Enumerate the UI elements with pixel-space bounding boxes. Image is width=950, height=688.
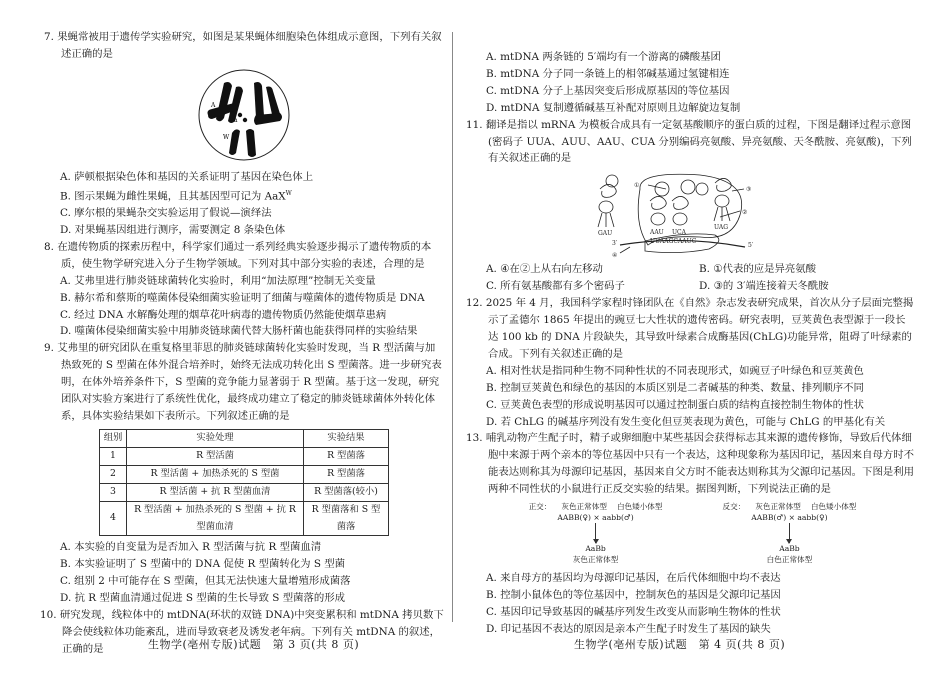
parent-1: 灰色正常体型 xyxy=(561,502,607,512)
cross-header xyxy=(718,501,862,512)
offspring-phenotype: 白色正常体型 xyxy=(766,555,813,565)
option-b-text: B. 图示果蝇为雌性果蝇，且其基因型可记为 AaX xyxy=(60,190,286,203)
question-13 xyxy=(466,430,915,637)
option-d[interactable]: D. 印记基因不表达的原因是亲本产生配子时发生了基因的缺失 xyxy=(486,622,771,635)
trna-anticodon-mid2: UCA xyxy=(672,229,686,237)
cell: R 型菌落(较小) xyxy=(304,483,389,501)
translation-figure xyxy=(570,169,770,261)
label-1: ① xyxy=(634,182,640,190)
question-10-options xyxy=(470,49,915,117)
option-b[interactable] xyxy=(44,186,444,205)
cell: R 型菌落 xyxy=(304,465,389,483)
parent-2: 白色矮小体型 xyxy=(616,502,663,512)
cross-label: 反交： xyxy=(722,502,746,512)
label-2: ② xyxy=(742,209,748,217)
gene-label-W: W xyxy=(223,133,230,141)
option-c[interactable]: C. 经过 DNA 水解酶处理的烟草花叶病毒的遗传物质仍然能使烟草患病 xyxy=(60,308,387,321)
header-treatment: 实验处理 xyxy=(127,429,304,447)
table-row xyxy=(100,447,389,465)
option-a[interactable]: A. mtDNA 两条链的 5′端均有一个游离的磷酸基团 xyxy=(486,51,721,63)
cell: R 型菌落和 S 型菌落 xyxy=(304,501,389,536)
question-stem: 7. 果蝇常被用于遗传学实验研究，如图是某果蝇体细胞染色体组成示意图，下列有关叙述正确的是 xyxy=(44,31,442,60)
offspring-genotype: AaBb xyxy=(779,544,800,554)
trna-anticodon-left: GAU xyxy=(598,230,613,238)
cell: R 型活菌 + 抗 R 型菌血清 xyxy=(127,483,304,501)
option-b[interactable]: B. 本实验证明了 S 型菌中的 DNA 促使 R 型菌转化为 S 型菌 xyxy=(60,558,346,571)
option-c[interactable]: C. 所有氨基酸都有多个密码子 xyxy=(486,280,625,293)
parent-genotypes: AABB(♀) × aabb(♂) xyxy=(557,513,634,523)
cell: R 型活菌 + 加热杀死的 S 型菌 xyxy=(127,465,304,483)
question-8 xyxy=(44,239,444,340)
page-footer-right: 生物学(亳州专版)试题 第 4 页(共 8 页) xyxy=(574,638,786,651)
header-group: 组别 xyxy=(100,429,127,447)
cross-label: 正交： xyxy=(528,502,552,512)
offspring-genotype: AaBb xyxy=(585,544,606,554)
question-12 xyxy=(466,295,915,430)
table-row xyxy=(100,465,389,483)
right-column xyxy=(466,49,915,638)
mrna-5-end: 5′ xyxy=(748,242,754,250)
column-divider xyxy=(452,32,453,622)
parent-genotypes: AABB(♂) × aabb(♀) xyxy=(751,513,828,523)
cell: 2 xyxy=(100,465,127,483)
arrow-down-icon xyxy=(789,523,790,543)
option-a[interactable]: A. 艾弗里进行肺炎链球菌转化实验时，利用“加法原理”控制无关变量 xyxy=(60,274,376,287)
cell: R 型菌落 xyxy=(304,447,389,465)
mrna-sequence: UUAAGCAAUC xyxy=(650,238,697,246)
question-stem: 10. 研究发现，线粒体中的 mtDNA(环状的双链 DNA)中突变累积和 mtDNA 拷贝数下降会使线粒体功能紊乱，进而导致衰老及诱发老年病。下列有关 mtDNA 的叙述，正确的是 xyxy=(40,609,444,655)
page-footer-left: 生物学(亳州专版)试题 第 3 页(共 8 页) xyxy=(148,638,360,651)
label-4: ④ xyxy=(612,252,618,260)
cell: R 型活菌 + 加热杀死的 S 型菌 + 抗 R 型菌血清 xyxy=(127,501,304,536)
arrow-down-icon xyxy=(595,523,596,543)
parent-2: 白色矮小体型 xyxy=(810,502,857,512)
question-9 xyxy=(44,340,444,607)
cell: 3 xyxy=(100,483,127,501)
option-b[interactable]: B. 控制小鼠体色的等位基因中，控制灰色的基因是父源印记基因 xyxy=(486,588,781,601)
option-c[interactable]: C. mtDNA 分子上基因突变后形成原基因的等位基因 xyxy=(486,84,730,97)
option-a[interactable]: A. 来自母方的基因均为母源印记基因，在后代体细胞中均不表达 xyxy=(486,572,781,585)
options-row xyxy=(470,261,915,278)
question-stem: 13. 哺乳动物产生配子时，精子或卵细胞中某些基因会获得标志其来源的遗传修饰，导致后代体细胞中来源于两个亲本的等位基因中只有一个表达，这种现象称为基因印记，基因来自母方时不能表达则称其为母源印记基因，基因来自父方时不能表达则称其为父源印记基因。下图是利用两种不同性状的小鼠进行正反交实验的结果。据图判断，下列说法正确的是 xyxy=(466,432,915,496)
question-stem: 12. 2025 年 4 月，我国科学家程时锋团队在《自然》杂志发表研究成果，首次从分子层面完整揭示了孟德尔 1865 年提出的豌豆七大性状的遗传密码。研究表明，豆荚黄色表型源于一段长达 100 kb 的 DNA 片段缺失，其导致叶绿素合成酶基因(ChLG)功能异常，阻碍了叶绿素的合成。下列有关叙述正确的是 xyxy=(466,297,914,360)
question-stem: 9. 艾弗里的研究团队在重复格里菲思的肺炎链球菌转化实验时发现，当 R 型活菌与加热致死的 S 型菌在体外混合培养时，始终无法成功转化出 S 型菌落。进一步研究表明，在体外培养条件下，S 型菌的竞争能力显著弱于 R 型菌。基于这一发现，研究团队对实验方案进行了系统性优化，最终成功建立了稳定的肺炎链球菌体外转化体系，具体实验结果如下表所示。下列叙述正确的是 xyxy=(44,342,442,422)
left-column xyxy=(40,29,444,658)
gene-label-a: a xyxy=(234,116,238,124)
question-11 xyxy=(466,117,915,296)
cross-diagram xyxy=(470,501,915,565)
table-header-row xyxy=(100,429,389,447)
cross-header xyxy=(524,501,668,512)
offspring-phenotype: 灰色正常体型 xyxy=(572,555,619,565)
gene-label-A: A xyxy=(211,101,216,109)
option-a[interactable]: A. ④在②上从右向左移动 xyxy=(486,263,603,276)
question-7 xyxy=(44,29,444,239)
option-b[interactable]: B. ①代表的应是异亮氨酸 xyxy=(699,263,817,276)
option-b[interactable]: B. 控制豆荚黄色和绿色的基因的本质区别是二者碱基的种类、数量、排列顺序不同 xyxy=(486,381,864,394)
option-d[interactable]: D. 噬菌体侵染细菌实验中用肺炎链球菌代替大肠杆菌也能获得同样的实验结果 xyxy=(60,325,418,338)
label-3: ③ xyxy=(746,186,752,194)
table-row xyxy=(100,501,389,536)
table-row xyxy=(100,483,389,501)
reciprocal-cross-forward xyxy=(524,501,668,565)
option-d[interactable]: D. 对果蝇基因组进行测序，需要测定 8 条染色体 xyxy=(60,224,286,236)
chromosome-figure xyxy=(194,65,294,165)
cell: R 型活菌 xyxy=(127,447,304,465)
option-d[interactable]: D. mtDNA 复制遵循碱基互补配对原则且边解旋边复制 xyxy=(486,101,741,114)
question-stem: 11. 翻译是指以 mRNA 为模板合成具有一定氨基酸顺序的蛋白质的过程，下图是翻译过程示意图(密码子 UUA、AUU、AAU、CUA 分别编码亮氨酸、异亮氨酸、天冬酰胺、亮氨酸)，下列有关叙述正确的是 xyxy=(466,118,912,165)
option-d[interactable]: D. 若 ChLG 的碱基序列没有发生变化但豆荚表现为黄色，可能与 ChLG 的甲基化有关 xyxy=(486,415,886,428)
options-row xyxy=(470,278,915,295)
option-c[interactable]: C. 豆荚黄色表型的形成说明基因可以通过控制蛋白质的结构直接控制生物体的性状 xyxy=(486,398,864,411)
experiment-table xyxy=(99,429,389,537)
cell: 4 xyxy=(100,501,127,536)
mrna-3-end: 3′ xyxy=(612,240,618,248)
option-c[interactable]: C. 基因印记导致基因的碱基序列发生改变从而影响生物体的性状 xyxy=(486,605,781,618)
trna-anticodon-mid1: AAU xyxy=(650,229,664,237)
header-result: 实验结果 xyxy=(304,429,389,447)
option-c[interactable]: C. 摩尔根的果蝇杂交实验运用了假说—演绎法 xyxy=(60,207,272,220)
option-b[interactable]: B. mtDNA 分子同一条链上的相邻碱基通过氢键相连 xyxy=(486,67,730,80)
parent-1: 灰色正常体型 xyxy=(755,502,801,512)
cell: 1 xyxy=(100,447,127,465)
option-b-superscript: W xyxy=(285,189,292,197)
option-c[interactable]: C. 组别 2 中可能存在 S 型菌，但其无法快速大量增殖形成菌落 xyxy=(60,575,351,588)
option-d[interactable]: D. ③的 3′端连接着天冬酰胺 xyxy=(699,280,829,293)
option-d[interactable]: D. 抗 R 型菌血清通过促进 S 型菌的生长导致 S 型菌落的形成 xyxy=(60,592,346,605)
option-b[interactable]: B. 赫尔希和蔡斯的噬菌体侵染细菌实验证明了细菌与噬菌体的遗传物质是 DNA xyxy=(60,291,425,304)
option-a[interactable]: A. 相对性状是指同种生物不同种性状的不同表现形式，如豌豆子叶绿色和豆荚黄色 xyxy=(486,364,864,377)
reciprocal-cross-reverse xyxy=(718,501,862,565)
question-stem: 8. 在遗传物质的探索历程中，科学家们通过一系列经典实验逐步揭示了遗传物质的本质，使生物学研究进入分子生物学领域。下列对其中部分实验的表述，合理的是 xyxy=(44,240,432,270)
option-a[interactable]: A. 本实验的自变量为是否加入 R 型活菌与抗 R 型菌血清 xyxy=(60,541,322,554)
option-a[interactable]: A. 萨顿根据染色体和基因的关系证明了基因在染色体上 xyxy=(60,170,314,183)
trna-anticodon-right: UAG xyxy=(714,224,728,232)
